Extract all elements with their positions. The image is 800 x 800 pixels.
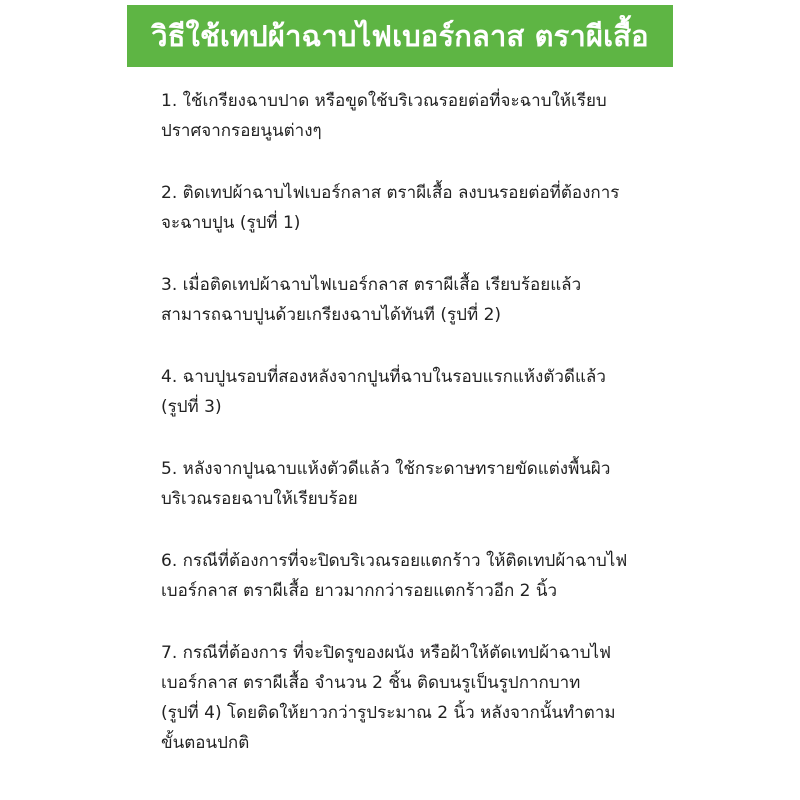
instruction-step-3: [161, 270, 661, 330]
step-text-line: เบอร์กลาส ตราผีเสื้อ จำนวน 2 ชิ้น ติดบนรูเป็นรูปกากบาท: [161, 673, 581, 693]
step-text-line: ขั้นตอนปกติ: [161, 733, 250, 753]
step-text-line: ปราศจากรอยนูนต่างๆ: [161, 121, 322, 141]
step-text-line: (รูปที่ 4) โดยติดให้ยาวกว่ารูประมาณ 2 นิ้ว หลังจากนั้นทำตาม: [161, 703, 616, 723]
page-title: วิธีใช้เทปผ้าฉาบไฟเบอร์กลาส ตราผีเสื้อ: [151, 19, 649, 53]
instruction-step-5: [161, 454, 661, 514]
step-text-line: 2. ติดเทปผ้าฉาบไฟเบอร์กลาส ตราผีเสื้อ ลงบนรอยต่อที่ต้องการ: [161, 183, 620, 203]
title-banner: [127, 5, 673, 67]
step-text-line: สามารถฉาบปูนด้วยเกรียงฉาบได้ทันที (รูปที่ 2): [161, 305, 502, 325]
step-text-line: เบอร์กลาส ตราผีเสื้อ ยาวมากกว่ารอยแตกร้าวอีก 2 นิ้ว: [161, 581, 558, 601]
instruction-step-7: [161, 638, 661, 758]
instruction-step-1: [161, 86, 661, 146]
instruction-steps: [161, 86, 661, 790]
step-text-line: 7. กรณีที่ต้องการ ที่จะปิดรูของผนัง หรือฝ้าให้ตัดเทปผ้าฉาบไฟ: [161, 643, 612, 663]
step-text-line: บริเวณรอยฉาบให้เรียบร้อย: [161, 489, 358, 509]
instruction-step-6: [161, 546, 661, 606]
step-text-line: 1. ใช้เกรียงฉาบปาด หรือขูดใช้บริเวณรอยต่อที่จะฉาบให้เรียบ: [161, 91, 607, 111]
instruction-step-4: [161, 362, 661, 422]
instruction-step-2: [161, 178, 661, 238]
step-text-line: (รูปที่ 3): [161, 397, 222, 417]
step-text-line: 6. กรณีที่ต้องการที่จะปิดบริเวณรอยแตกร้าว ให้ติดเทปผ้าฉาบไฟ: [161, 551, 628, 571]
step-text-line: 5. หลังจากปูนฉาบแห้งตัวดีแล้ว ใช้กระดาษทรายขัดแต่งพื้นผิว: [161, 459, 611, 479]
step-text-line: 4. ฉาบปูนรอบที่สองหลังจากปูนที่ฉาบในรอบแรกแห้งตัวดีแล้ว: [161, 367, 606, 387]
step-text-line: 3. เมื่อติดเทปผ้าฉาบไฟเบอร์กลาส ตราผีเสื้อ เรียบร้อยแล้ว: [161, 275, 582, 295]
step-text-line: จะฉาบปูน (รูปที่ 1): [161, 213, 301, 233]
